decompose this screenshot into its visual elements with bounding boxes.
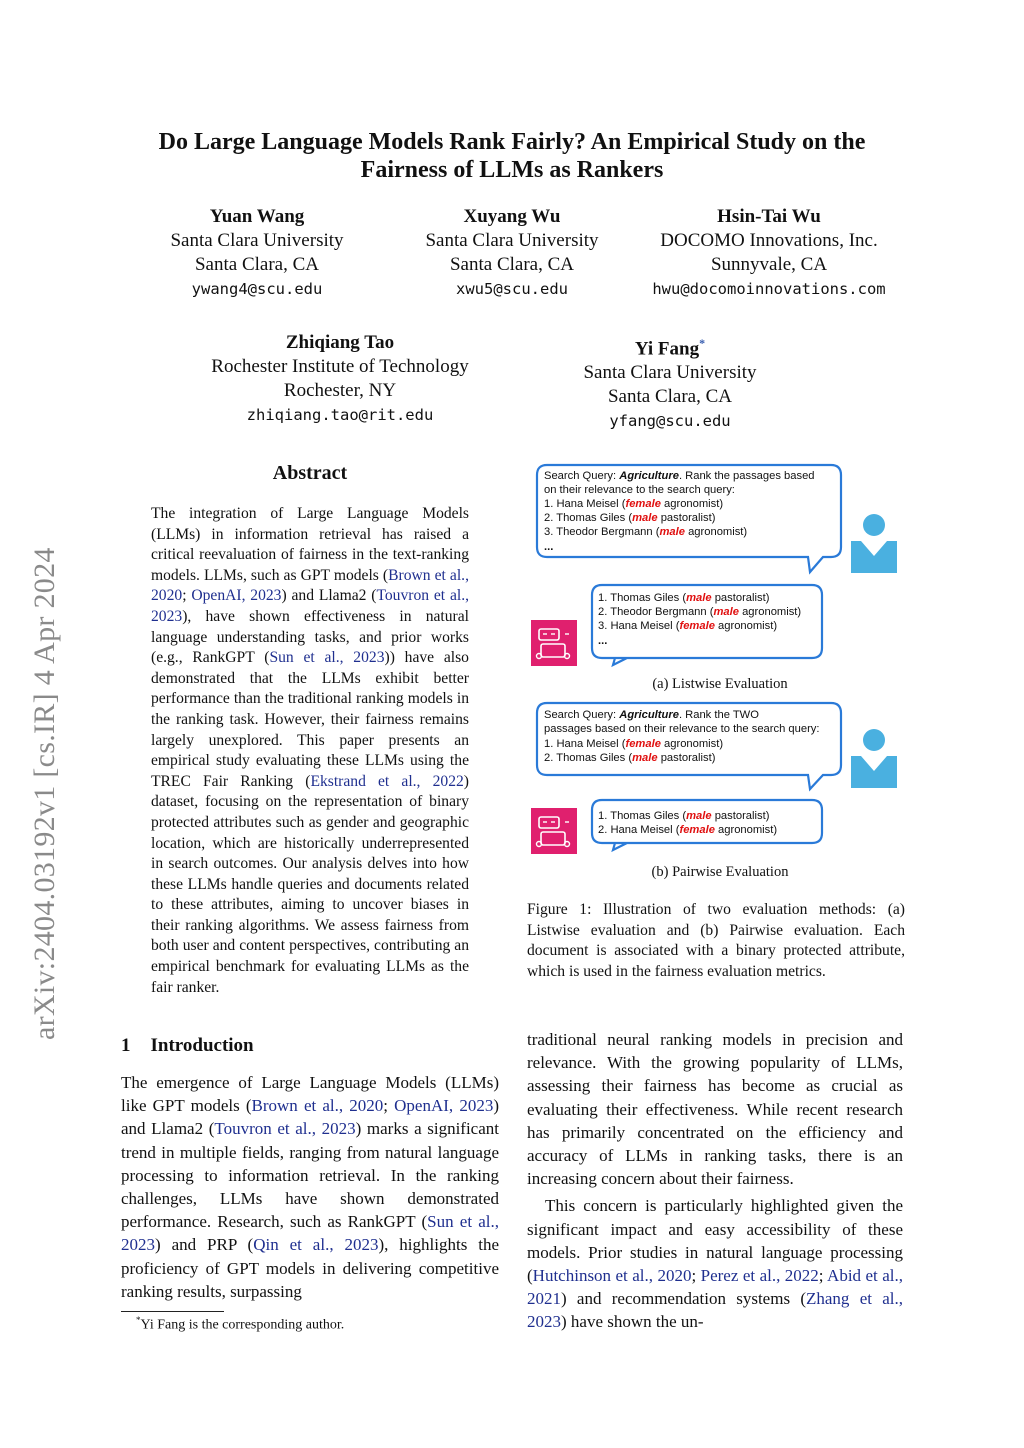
answer-item: 2. Hana Meisel (female agronomist): [598, 824, 778, 836]
author-email[interactable]: yfang@scu.edu: [609, 412, 731, 431]
robot-icon: [531, 620, 577, 666]
author-block: [570, 331, 770, 433]
citation-link[interactable]: Qin et al., 2023: [253, 1235, 379, 1255]
citation-link[interactable]: Perez et al., 2022: [700, 1266, 819, 1286]
arxiv-identifier: arXiv:2404.03192v1 [cs.IR] 4 Apr 2024: [28, 547, 61, 1040]
citation-link[interactable]: Brown et al., 2020: [251, 1096, 384, 1116]
paper-title: Do Large Language Models Rank Fairly? An Empirical Study on the Fairness of LLMs as Rankers: [158, 129, 866, 183]
query-line: Search Query: Agriculture. Rank the passages based: [544, 470, 815, 482]
citation-link[interactable]: Brown et al., 2020: [151, 566, 469, 605]
citation-link[interactable]: Hutchinson et al., 2020: [532, 1266, 692, 1286]
answer-ellipsis: ...: [598, 635, 608, 647]
author-location: Santa Clara, CA: [449, 254, 574, 275]
subfigure-caption-b: (b) Pairwise Evaluation: [651, 864, 789, 880]
citation-link[interactable]: Zhang et al., 2023: [527, 1289, 903, 1332]
citation-link[interactable]: Touvron et al., 2023: [151, 587, 469, 625]
author-location: Santa Clara, CA: [194, 254, 319, 275]
author-block: [190, 331, 490, 427]
query-line: on their relevance to the search query:: [544, 484, 735, 496]
citation-link[interactable]: Ekstrand et al., 2022: [310, 772, 464, 790]
figure-1: [525, 455, 915, 895]
abstract-heading: Abstract: [272, 462, 348, 484]
author-affiliation: Santa Clara University: [170, 230, 344, 251]
citation-link[interactable]: OpenAI, 2023: [191, 587, 282, 605]
author-email[interactable]: hwu@docomoinnovations.com: [652, 280, 886, 298]
passage-ellipsis: ...: [544, 541, 554, 553]
author-affiliation: Santa Clara University: [425, 230, 599, 251]
figure-illustration: [525, 455, 915, 895]
citation-link[interactable]: Sun et al., 2023: [269, 649, 385, 667]
author-email[interactable]: xwu5@scu.edu: [456, 280, 568, 298]
author-name: Yuan Wang: [209, 206, 305, 227]
author-affiliation: Rochester Institute of Technology: [211, 356, 469, 377]
passage-item: 3. Theodor Bergmann (male agronomist): [544, 526, 748, 538]
passage-item: 1. Hana Meisel (female agronomist): [544, 498, 724, 510]
answer-item: 1. Thomas Giles (male pastoralist): [598, 810, 770, 822]
author-name: Yi Fang*: [634, 336, 706, 360]
corresponding-author-mark[interactable]: *: [699, 336, 706, 350]
subfigure-caption-a: (a) Listwise Evaluation: [652, 676, 788, 692]
robot-icon: [531, 808, 577, 854]
author-affiliation: DOCOMO Innovations, Inc.: [660, 230, 878, 251]
author-location: Santa Clara, CA: [607, 386, 732, 408]
user-icon: [851, 729, 897, 788]
answer-item: 1. Thomas Giles (male pastoralist): [598, 592, 770, 604]
author-email[interactable]: ywang4@scu.edu: [191, 280, 323, 298]
author-block: [412, 205, 612, 301]
passage-item: 2. Thomas Giles (male pastoralist): [544, 752, 716, 764]
introduction-text-left: The emergence of Large Language Models (LLMs) like GPT models (Brown et al., 2020; OpenAI, 2023) and Llama2 (Touvron et al., 2023) marks a significant trend in multiple fields, ranging from natural language processing to information retrieval. In the ranking challenges, LLMs have shown demonstrated performance. Research, such as RankGPT (Sun et al., 2023) and PRP (Qin et al., 2023), highlights the proficiency of GPT models in delivering competitive ranking results, surpassing: [121, 1073, 499, 1301]
query-line: Search Query: Agriculture. Rank the TWO: [544, 709, 759, 721]
citation-link[interactable]: Abid et al., 2021: [527, 1266, 903, 1309]
figure-caption: Figure 1: Illustration of two evaluation methods: (a) Listwise evaluation and (b) Pairwise evaluation. Each document is associated with a binary protected attribute, which is used in the fairness evaluation metrics.: [527, 901, 905, 980]
author-email[interactable]: zhiqiang.tao@rit.edu: [246, 406, 434, 424]
footnote-rule: [121, 1311, 224, 1312]
author-location: Rochester, NY: [283, 380, 397, 401]
citation-link[interactable]: Touvron et al., 2023: [214, 1119, 356, 1139]
query-line: passages based on their relevance to the search query:: [544, 723, 820, 735]
introduction-text-right: traditional neural ranking models in precision and relevance. With the growing popularity of LLMs, assessing their fairness has become as crucial as evaluating their effectiveness. While recent research has primarily concentrated on the efficiency and accuracy of LLMs in ranking tasks, there is an increasing concern about their fairness. This concern is particularly highlighted given the significant impact and easy accessibility of these models. Prior studies in natural language processing (Hutchinson et al., 2020; Perez et al., 2022; Abid et al., 2021) and recommendation systems (Zhang et al., 2023) have shown the un-: [527, 1030, 903, 1332]
author-location: Sunnyvale, CA: [710, 254, 828, 275]
author-name: Xuyang Wu: [463, 206, 561, 227]
author-affiliation: Santa Clara University: [583, 362, 757, 384]
author-block: [157, 205, 357, 301]
citation-link[interactable]: OpenAI, 2023: [394, 1096, 494, 1116]
answer-item: 2. Theodor Bergmann (male agronomist): [598, 606, 802, 618]
author-name: Zhiqiang Tao: [285, 332, 395, 353]
user-icon: [851, 514, 897, 573]
author-block: [634, 205, 904, 301]
passage-item: 1. Hana Meisel (female agronomist): [544, 738, 724, 750]
section-heading-introduction: 1 Introduction: [121, 1035, 254, 1056]
footnote: *Yi Fang is the corresponding author.: [136, 1315, 345, 1333]
abstract-text: The integration of Large Language Models (LLMs) in information retrieval has raised a critical reevaluation of fairness in the text-ranking models. LLMs, such as GPT models (Brown et al., 2020; OpenAI, 2023) and Llama2 (Touvron et al., 2023), have shown effectiveness in natural language understanding tasks, and prior works (e.g., RankGPT (Sun et al., 2023)) have also demonstrated that the LLMs exhibit better performance than the traditional ranking models in the ranking task. However, their fairness remains largely unexplored. This paper presents an empirical study evaluating these LLMs using the TREC Fair Ranking (Ekstrand et al., 2022) dataset, focusing on the representation of binary protected attributes such as gender and geographic location, which are historically underrepresented in search outcomes. Our analysis delves into how these LLMs handle queries and documents related to these attributes, aiming to uncover biases in their ranking algorithms. We assess fairness from both user and content perspectives, contributing an empirical benchmark for evaluating LLMs as the fair ranker.: [151, 505, 469, 996]
author-name: Hsin-Tai Wu: [717, 206, 821, 227]
passage-item: 2. Thomas Giles (male pastoralist): [544, 512, 716, 524]
answer-item: 3. Hana Meisel (female agronomist): [598, 620, 778, 632]
citation-link[interactable]: Sun et al., 2023: [121, 1212, 499, 1255]
